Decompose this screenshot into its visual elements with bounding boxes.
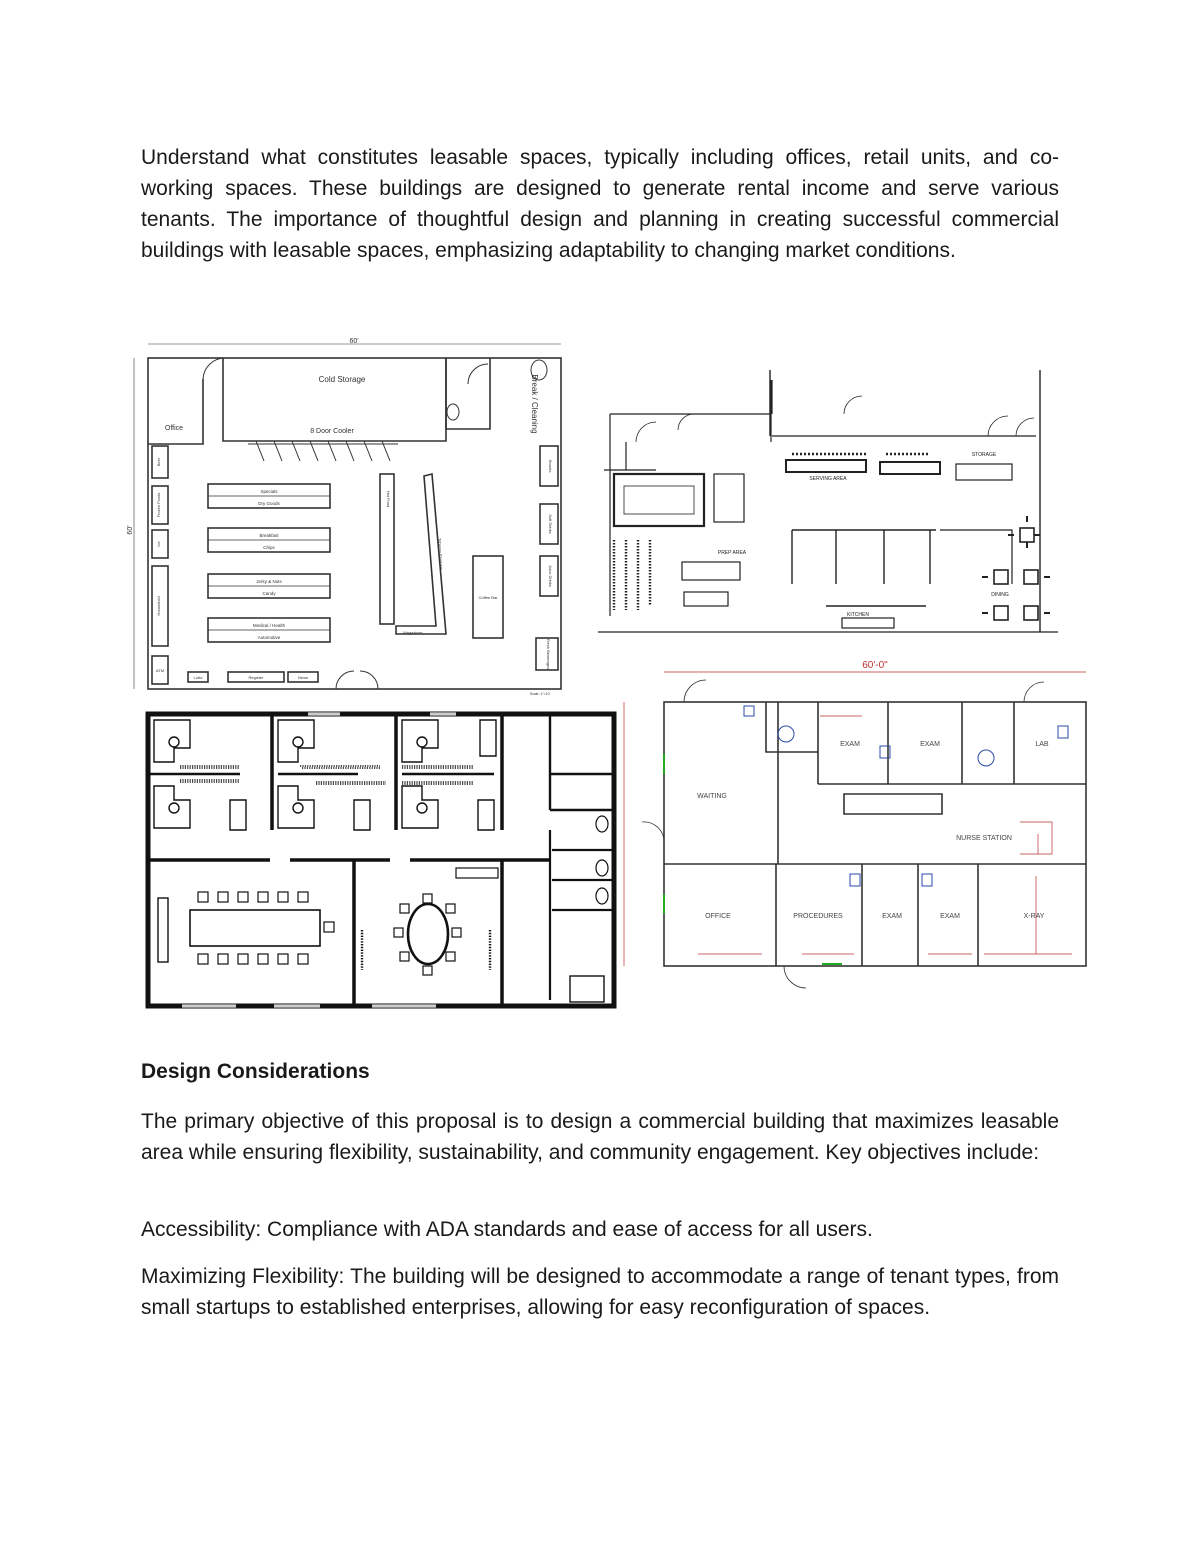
store-aisle-3a: Jerky & Nuts <box>256 579 282 584</box>
store-label-cooler: 8 Door Cooler <box>310 428 354 435</box>
accessibility-paragraph: Accessibility: Compliance with ADA standards and ease of access for all users. <box>141 1218 873 1241</box>
clinic-floor-plan <box>622 654 1092 992</box>
objective-paragraph: The primary objective of this proposal is to design a commercial building that maximizes leasable area while ensuring flexibility, sustainability, and community engagement. Key objectives include: <box>141 1110 1059 1164</box>
restaurant-label-kitchen: KITCHEN <box>847 612 869 618</box>
store-floor-plan <box>128 334 572 696</box>
flexibility-paragraph: Maximizing Flexibility: The building will be designed to accommodate a range of tenant types, from small startups to established enterprises, allowing for easy reconfiguration of spaces. <box>141 1265 1059 1319</box>
store-label-atm: ATM <box>155 668 165 673</box>
store-label-fresh: Fresh Beverages <box>546 638 551 670</box>
intro-paragraph: Understand what constitutes leasable spaces, typically including offices, retail units, and co-working spaces. These buildings are designed to generate rental income and serve various tenants. The importance of thoughtful design and planning in creating successful commercial buildings with leasable spaces, emphasizing adaptability to changing market conditions. <box>141 146 1059 262</box>
store-label-frozen: Frozen Foods <box>156 492 161 518</box>
store-label-register: Register <box>248 675 264 680</box>
store-label-break: Break / Cleaning <box>530 374 539 434</box>
restaurant-label-storage: STORAGE <box>971 452 997 458</box>
store-dim-top: 60' <box>349 338 359 345</box>
store-label-snacks: Snacks <box>548 459 553 473</box>
clinic-label-lab: LAB <box>1035 741 1049 748</box>
store-label-office: Office <box>164 425 184 432</box>
clinic-label-nurse-station: NURSE STATION <box>956 835 1012 842</box>
store-label-juice: Juice Drinks <box>548 565 553 587</box>
restaurant-label-prep: PREP AREA <box>717 550 747 556</box>
store-label-news: News <box>297 675 309 680</box>
store-label-cold-storage: Cold Storage <box>318 375 366 384</box>
store-label-scale: Scale: 1"=10' <box>529 692 551 696</box>
store-label-magazines: Magazines <box>403 630 423 635</box>
clinic-label-exam-3: EXAM <box>882 913 902 920</box>
store-dim-side: 60' <box>127 525 134 535</box>
store-label-ice: Ice <box>156 541 161 547</box>
clinic-label-xray: X-RAY <box>1023 913 1045 920</box>
restaurant-label-dining: DINING <box>991 592 1009 598</box>
clinic-label-exam-2: EXAM <box>920 741 940 748</box>
store-aisle-1a: Specials <box>260 489 278 494</box>
clinic-label-exam-4: EXAM <box>940 913 960 920</box>
restaurant-label-serving: SERVING AREA <box>809 476 847 482</box>
store-aisle-2a: Breakfast <box>259 533 279 538</box>
store-aisle-4a: Medical / Health <box>252 623 286 628</box>
store-label-coffee: Coffee Bar <box>478 595 498 600</box>
store-label-beer: Beer <box>156 457 161 467</box>
store-label-household: Household <box>156 596 161 616</box>
design-considerations-heading: Design Considerations <box>141 1060 370 1083</box>
clinic-dim-top: 60'-0" <box>862 660 888 671</box>
clinic-label-exam-1: EXAM <box>840 741 860 748</box>
restaurant-floor-plan <box>596 370 1062 650</box>
clinic-label-waiting: WAITING <box>697 793 727 800</box>
store-aisle-4b: Automotive <box>257 635 281 640</box>
office-floor-plan <box>140 700 622 1012</box>
store-aisle-3b: Candy <box>262 591 276 596</box>
store-label-lotto: Lotto <box>193 675 203 680</box>
clinic-label-procedures: PROCEDURES <box>793 913 843 920</box>
store-aisle-1b: Dry Goods <box>258 501 280 506</box>
store-label-tobacco: Tobacco Products <box>437 537 444 570</box>
store-aisle-2b: Chips <box>263 545 275 550</box>
store-label-hot-food: Hot Food <box>386 490 391 508</box>
store-label-soft-drinks: Soft Drinks <box>548 514 553 534</box>
clinic-label-office: OFFICE <box>705 913 731 920</box>
